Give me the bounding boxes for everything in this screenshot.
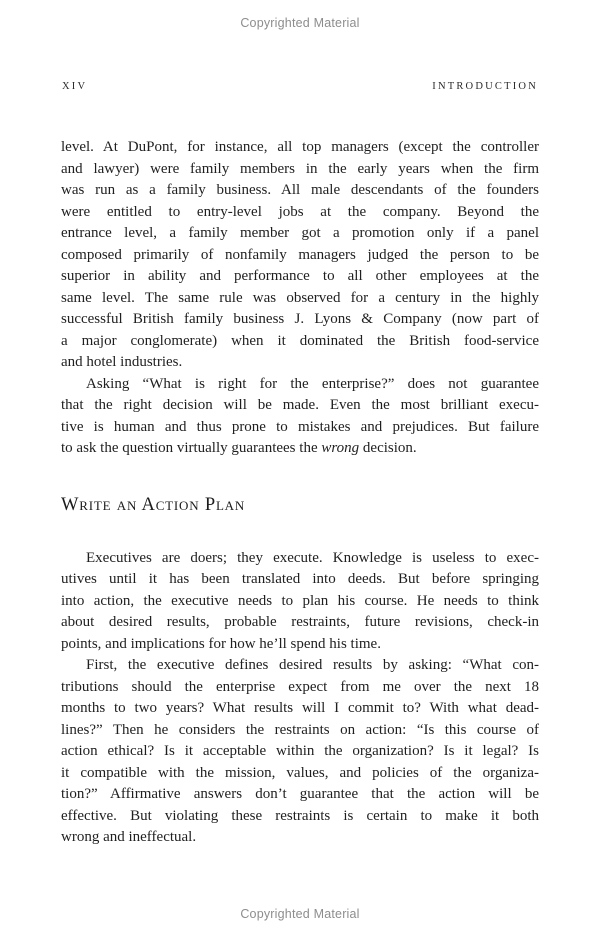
text-line: successful British family business J. Lyons & Company (now part of <box>61 311 539 327</box>
text-line: that the right decision will be made. Even the most brilliant execu- <box>61 397 539 413</box>
text-line: entrance level, a family member got a promotion only if a panel <box>61 225 539 241</box>
copyright-notice-top: Copyrighted Material <box>240 16 360 30</box>
text-line: composed primarily of nonfamily managers judged the person to be <box>61 246 539 263</box>
text-line: points, and implications for how he’ll spend his time. <box>61 635 381 652</box>
italic-word: wrong <box>321 440 360 456</box>
text-line <box>61 438 539 460</box>
text-segment: decision. <box>359 440 417 456</box>
text-line: First, the executive defines desired results by asking: “What con- <box>86 657 539 673</box>
text-line: effective. But violating these restraints is certain to make it both <box>61 807 539 824</box>
section-heading: Write an Action Plan <box>61 494 246 515</box>
text-line: and lawyer) were family members in the early years when the firm <box>61 160 539 177</box>
paragraphs-before-heading <box>61 137 539 460</box>
paragraph <box>61 655 539 849</box>
text-line: about desired results, probable restraints, future revisions, check-in <box>61 614 539 630</box>
running-title: INTRODUCTION <box>432 81 538 92</box>
text-line: tributions should the enterprise expect from me over the next 18 <box>61 678 539 695</box>
text-segment: to ask the question virtually guarantees the <box>61 440 322 456</box>
text-line: Asking “What is right for the enterprise?” does not guarantee <box>86 375 539 392</box>
text-line: level. At DuPont, for instance, all top managers (except the controller <box>61 139 539 155</box>
text-line: Executives are doers; they execute. Knowledge is useless to exec- <box>86 549 539 566</box>
paragraph <box>61 374 539 460</box>
paragraph <box>61 548 539 656</box>
text-line: a major conglomerate) when it dominated the British food-service <box>61 332 539 349</box>
text-line: into action, the executive needs to plan his course. He needs to think <box>61 592 539 609</box>
text-line: same level. The same rule was observed for a century in the highly <box>61 289 539 306</box>
paragraphs-after-heading <box>61 548 539 849</box>
paragraph <box>61 137 539 374</box>
text-line: action ethical? Is it acceptable within the organization? Is it legal? Is <box>61 743 539 759</box>
text-line: it compatible with the mission, values, and policies of the organiza- <box>61 764 539 781</box>
body-text <box>61 137 539 849</box>
text-line: tion?” Affirmative answers don’t guarantee that the action will be <box>61 786 539 802</box>
text-line: lines?” Then he considers the restraints on action: “Is this course of <box>61 721 539 738</box>
page-number: XIV <box>62 81 88 92</box>
text-line: and hotel industries. <box>61 354 183 370</box>
page-header <box>62 81 538 92</box>
text-line: were entitled to entry-level jobs at the company. Beyond the <box>61 203 539 220</box>
text-line: wrong and ineffectual. <box>61 829 197 845</box>
text-line: superior in ability and performance to all other employees at the <box>61 268 539 284</box>
text-line: tive is human and thus prone to mistakes and prejudices. But failure <box>61 418 539 435</box>
text-line: utives until it has been translated into deeds. But before springing <box>61 571 539 587</box>
text-line: was run as a family business. All male descendants of the founders <box>61 182 539 198</box>
copyright-notice-bottom: Copyrighted Material <box>240 907 360 921</box>
text-line: months to two years? What results will I commit to? With what dead- <box>61 700 539 716</box>
